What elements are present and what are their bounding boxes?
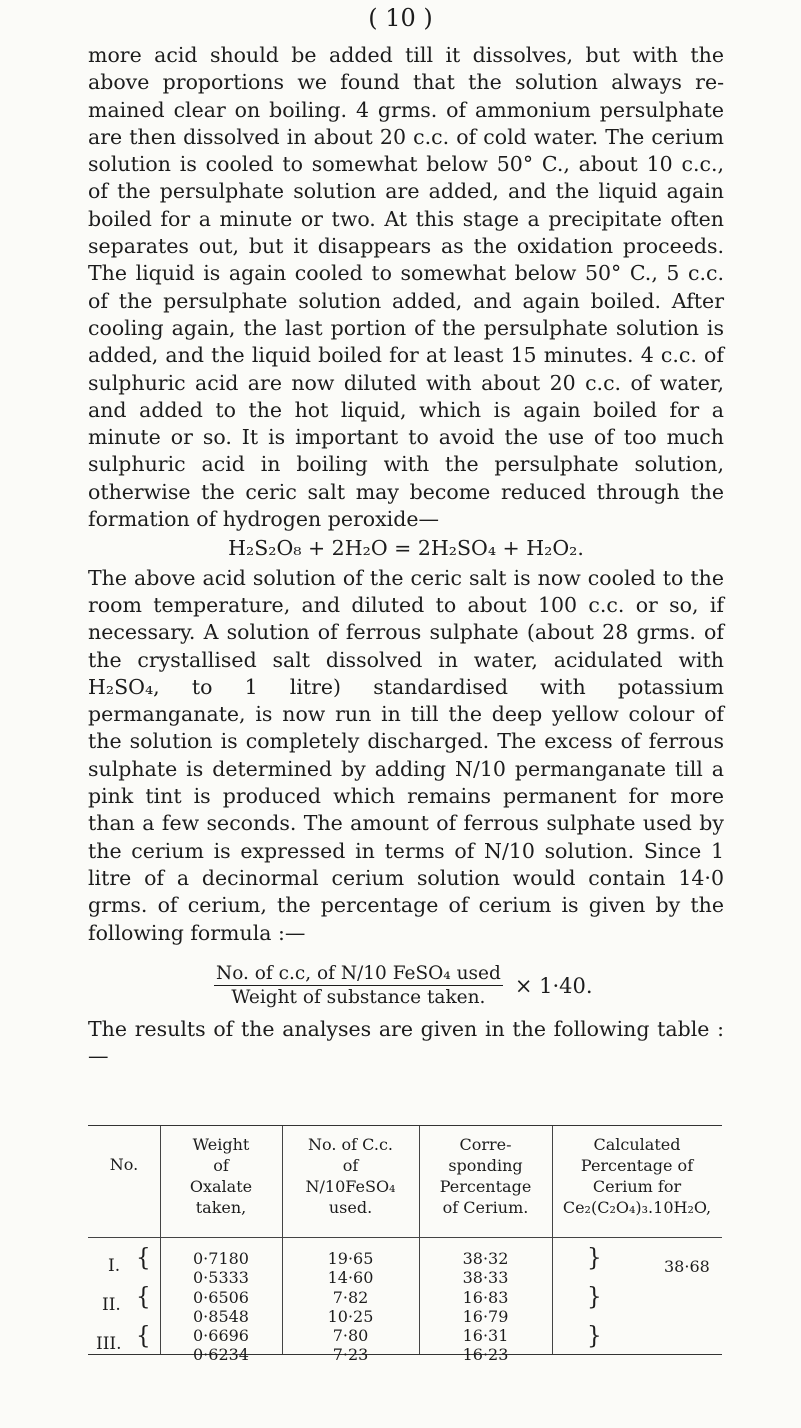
paragraph-3: The results of the analyses are given in the following table :—	[88, 1017, 724, 1069]
header-line: No. of C.c.	[308, 1135, 393, 1154]
table-cell: 16·83	[462, 1287, 509, 1307]
table-cell: 19·65	[327, 1249, 374, 1268]
table-cell: 0·6234	[193, 1345, 249, 1365]
table-cell: 0·7180	[193, 1249, 249, 1268]
header-line: Corre-	[459, 1135, 512, 1154]
row-group-label: III.	[96, 1334, 122, 1354]
header-line: Weight	[192, 1135, 250, 1154]
chemical-equation: H₂S₂O₈ + 2H₂O = 2H₂SO₄ + H₂O₂.	[228, 536, 584, 561]
cc-column	[282, 1249, 419, 1365]
table-cell: 38·33	[462, 1268, 509, 1288]
header-line: Percentage of	[580, 1156, 694, 1175]
paragraph-2: The above acid solution of the ceric salt is now cooled to the room temperature, and diluted to about 100 c.c. or so, if necessary. A solution of ferrous sulphate (about 28 grms. of the crystallised salt dissolved in water, acidulated with H₂SO₄, to 1 litre) standardised with potassium permanganate, is now run in till the deep yellow colour of the solution is completely discharged. The excess of ferrous sulphate is determined by adding N/10 permanganate till a pink tint is produced which remains permanent for more than a few seconds. The amount of ferrous sulphate used by the cerium is expressed in terms of N/10 solution. Since 1 litre of a decinormal cerium solution would contain 14·0 grms. of cerium, the percentage of cerium is given by the following formula :—	[88, 565, 724, 945]
row-group-label: II.	[102, 1295, 121, 1315]
table-cell: 0·6696	[193, 1326, 249, 1346]
header-no: No.	[109, 1155, 139, 1174]
group-brace: {	[136, 1244, 151, 1272]
header-separator	[88, 1237, 722, 1238]
header-line: taken,	[195, 1198, 247, 1217]
formula-multiplier: × 1·40.	[514, 973, 593, 998]
table-cell: 10·25	[327, 1306, 374, 1326]
header-line: Cerium for	[592, 1177, 682, 1196]
calculated-value: 38·68	[664, 1257, 710, 1276]
table-cell: 0·8548	[193, 1306, 249, 1326]
page-number: ( 10 )	[368, 4, 433, 32]
right-brace: }	[587, 1283, 602, 1311]
header-corresponding	[419, 1134, 552, 1218]
table-cell: 7·80	[332, 1326, 369, 1346]
main-text	[88, 42, 724, 947]
header-line: Ce₂(C₂O₄)₃.10H₂O,	[562, 1198, 712, 1217]
table-cell: 14·60	[327, 1268, 374, 1288]
header-line: Calculated	[593, 1135, 681, 1154]
table-cell: 0·5333	[193, 1268, 249, 1288]
header-line: sponding	[448, 1156, 523, 1175]
header-calculated	[552, 1134, 722, 1218]
right-brace: }	[587, 1244, 602, 1272]
right-brace: }	[587, 1322, 602, 1350]
weights-column	[160, 1249, 282, 1365]
row-group-label: I.	[108, 1256, 121, 1276]
header-line: used.	[328, 1198, 373, 1217]
header-weight	[160, 1134, 282, 1218]
table-cell: 16·31	[462, 1326, 509, 1346]
header-line: N/10FeSO₄	[305, 1177, 396, 1196]
results-table	[88, 1125, 722, 1365]
header-line: of Cerium.	[442, 1198, 529, 1217]
header-line: Percentage	[439, 1177, 532, 1196]
table-cell: 16·23	[462, 1345, 509, 1365]
formula-denominator: Weight of substance taken.	[231, 987, 486, 1008]
header-line: of	[342, 1156, 359, 1175]
group-brace: {	[136, 1322, 151, 1350]
formula-numerator: No. of c.c, of N/10 FeSO₄ used	[216, 963, 501, 984]
header-cc	[282, 1134, 419, 1218]
formula-fraction	[214, 963, 503, 1008]
table-cell: 7·23	[332, 1345, 369, 1365]
table-cell: 0·6506	[193, 1287, 249, 1307]
paragraph-1: more acid should be added till it dissolves, but with the above proportions we found that the solution always re-mained clear on boiling. 4 grms. of ammonium persulphate are then dissolved in about 20 c.c. of cold water. The cerium solution is cooled to somewhat below 50° C., about 10 c.c., of the persulphate solution are added, and the liquid again boiled for a minute or two. At this stage a precipitate often separates out, but it disappears as the oxidation proceeds. The liquid is again cooled to somewhat below 50° C., 5 c.c. of the persulphate solution added, and again boiled. After cooling again, the last portion of the persulphate solution is added, and the liquid boiled for at least 15 minutes. 4 c.c. of sulphuric acid are now diluted with about 20 c.c. of water, and added to the hot liquid, which is again boiled for a minute or so. It is important to avoid the use of too much sulphuric acid in boiling with the persulphate solution, otherwise the ceric salt may become reduced through the formation of hydrogen peroxide—	[88, 43, 724, 532]
header-line: of	[213, 1156, 229, 1175]
table-cell: 16·79	[462, 1306, 509, 1326]
table-cell: 7·82	[332, 1287, 369, 1307]
percentage-column	[419, 1249, 552, 1365]
header-line: Oxalate	[189, 1177, 253, 1196]
table-cell: 38·32	[462, 1249, 509, 1268]
group-brace: {	[136, 1283, 151, 1311]
cerium-formula	[214, 963, 593, 1008]
